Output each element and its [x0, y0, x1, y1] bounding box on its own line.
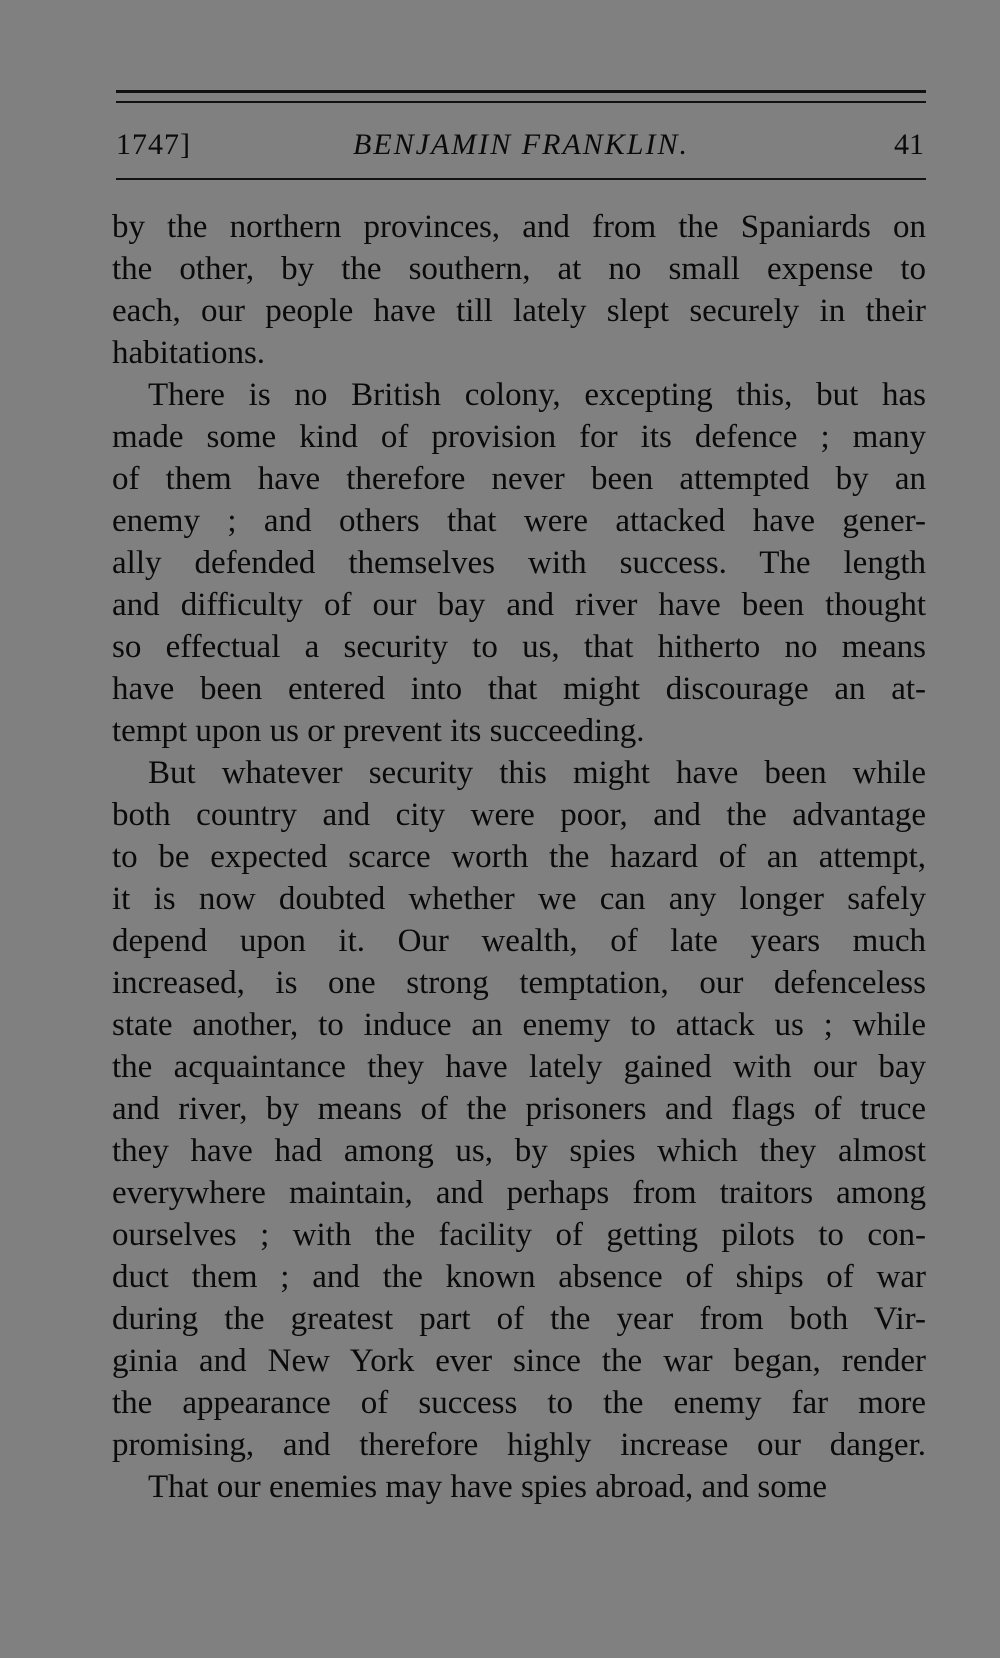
text-line: But whatever security this might have been while — [148, 755, 926, 791]
text-line: state another, to induce an enemy to attack us ; while — [112, 1007, 926, 1043]
text-line: and difficulty of our bay and river have been thought — [112, 587, 926, 623]
text-line: it is now doubted whether we can any longer safely — [112, 881, 926, 917]
text-line: by the northern provinces, and from the Spaniards on — [112, 209, 926, 245]
text-line: of them have therefore never been attempted by an — [112, 461, 926, 497]
header-rule — [116, 178, 926, 180]
text-line: made some kind of provision for its defence ; many — [112, 419, 926, 455]
text-line: the acquaintance they have lately gained with our bay — [112, 1049, 926, 1085]
page-number: 41 — [894, 128, 924, 161]
text-line: depend upon it. Our wealth, of late years much — [112, 923, 926, 959]
text-line: both country and city were poor, and the advantage — [112, 797, 926, 833]
text-line: tempt upon us or prevent its succeeding. — [112, 713, 645, 749]
text-line: promising, and therefore highly increase our danger. — [112, 1427, 926, 1463]
text-line: That our enemies may have spies abroad, and some — [148, 1469, 828, 1505]
text-line: they have had among us, by spies which they almost — [112, 1133, 926, 1169]
text-line: increased, is one strong temptation, our defenceless — [112, 965, 926, 1001]
header-year: 1747] — [116, 128, 191, 161]
top-rule — [116, 90, 926, 93]
text-line: so effectual a security to us, that hitherto no means — [112, 629, 926, 665]
text-line: enemy ; and others that were attacked have gener- — [112, 503, 926, 539]
text-line: during the greatest part of the year from both Vir- — [112, 1301, 926, 1337]
text-line: the appearance of success to the enemy far more — [112, 1385, 926, 1421]
header-title: BENJAMIN FRANKLIN. — [353, 128, 689, 161]
text-line: and river, by means of the prisoners and flags of truce — [112, 1091, 926, 1127]
text-line: have been entered into that might discourage an at- — [112, 671, 926, 707]
text-line: duct them ; and the known absence of ships of war — [112, 1259, 926, 1295]
text-line: to be expected scarce worth the hazard of an attempt, — [112, 839, 926, 875]
running-header — [116, 122, 926, 168]
text-line: ally defended themselves with success. The length — [112, 545, 926, 581]
text-line: everywhere maintain, and perhaps from traitors among — [112, 1175, 926, 1211]
text-line: habitations. — [112, 335, 266, 371]
top-rule-thin — [116, 101, 926, 103]
text-line: There is no British colony, excepting this, but has — [148, 377, 926, 413]
text-line: ourselves ; with the facility of getting pilots to con- — [112, 1217, 926, 1253]
text-line: each, our people have till lately slept securely in their — [112, 293, 926, 329]
page-body — [112, 206, 926, 1508]
text-line: the other, by the southern, at no small expense to — [112, 251, 926, 287]
text-line: ginia and New York ever since the war began, render — [112, 1343, 926, 1379]
